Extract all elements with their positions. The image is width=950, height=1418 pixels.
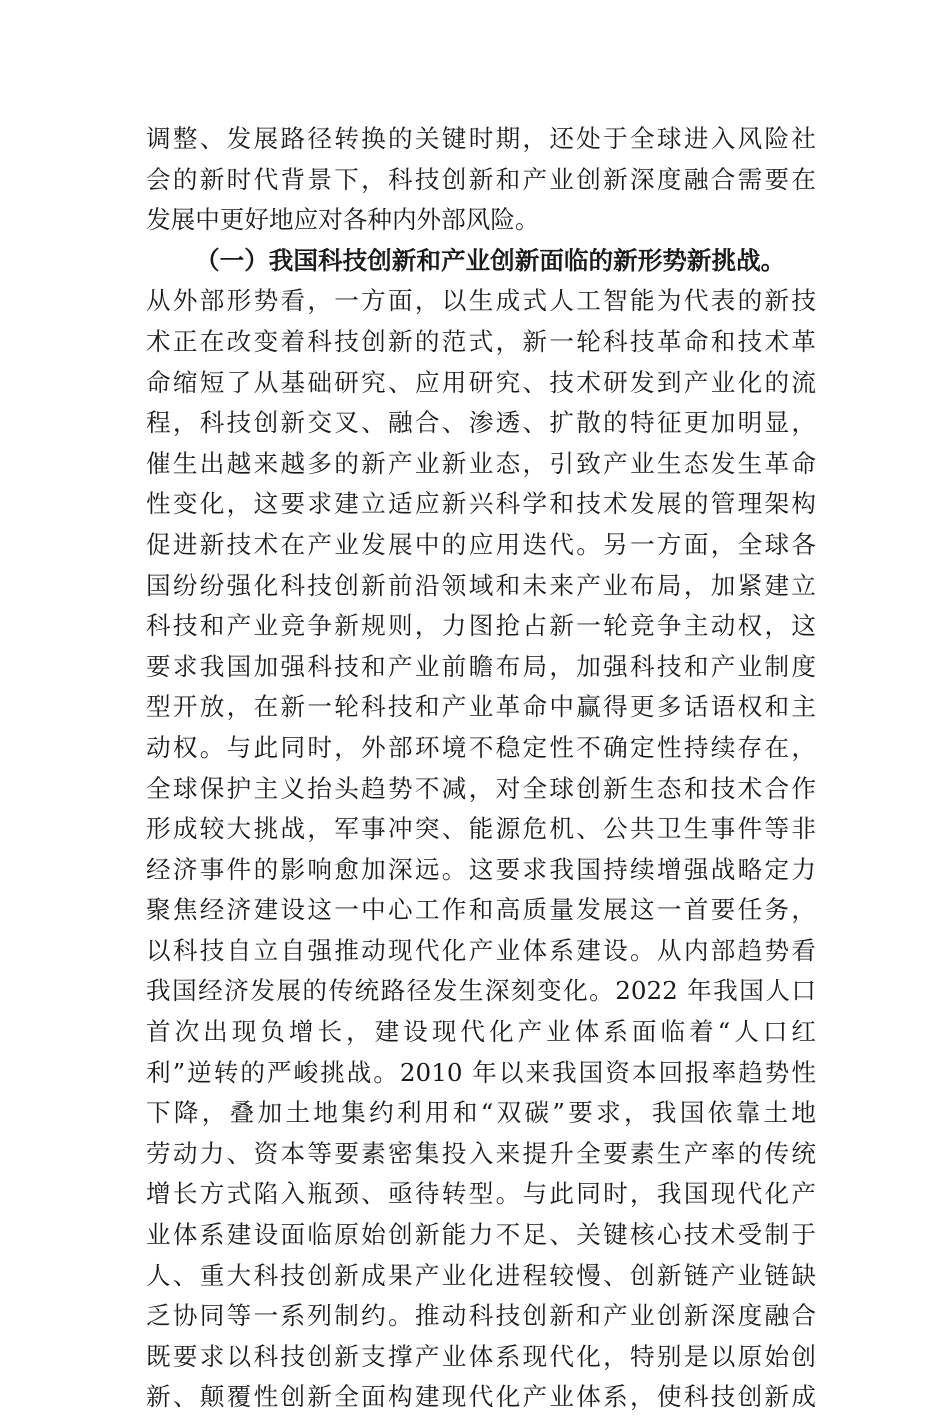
text-line: 首次出现负增长，建设现代化产业体系面临着“人口红 [146,1017,816,1047]
text-line: 经济事件的影响愈加深远。这要求我国持续增强战略定力 [146,854,816,884]
text-line: 会的新时代背景下，科技创新和产业创新深度融合需要在 [146,164,816,194]
text-line: 从外部形势看，一方面，以生成式人工智能为代表的新技 [146,286,816,316]
text-line: 动权。与此同时，外部环境不稳定性不确定性持续存在， [146,732,816,762]
text-line: 下降，叠加土地集约利用和“双碳”要求，我国依靠土地 [146,1098,816,1128]
text-line: 以科技自立自强推动现代化产业体系建设。从内部趋势看 [146,935,816,965]
text-line: 聚焦经济建设这一中心工作和高质量发展这一首要任务， [146,895,816,925]
text-line: 性变化，这要求建立适应新兴科学和技术发展的管理架构 [146,489,816,519]
text-line: 劳动力、资本等要素密集投入来提升全要素生产率的传统 [146,1138,816,1168]
text-line: 既要求以科技创新支撑产业体系现代化，特别是以原始创 [146,1341,816,1371]
text-line: 业体系建设面临原始创新能力不足、关键核心技术受制于 [146,1220,816,1250]
text-line: 乏协同等一系列制约。推动科技创新和产业创新深度融合 [146,1301,816,1331]
text-line: 程，科技创新交叉、融合、渗透、扩散的特征更加明显， [146,408,816,438]
text-line: 利”逆转的严峻挑战。2010 年以来我国资本回报率趋势性 [146,1057,816,1087]
section-heading: （一）我国科技创新和产业创新面临的新形势新挑战。 [195,245,786,275]
text-line: 增长方式陷入瓶颈、亟待转型。与此同时，我国现代化产 [146,1179,816,1209]
text-line: 调整、发展路径转换的关键时期，还处于全球进入风险社 [146,124,816,153]
text-line: 科技和产业竞争新规则，力图抢占新一轮竞争主动权，这 [146,611,816,641]
text-line: 国纷纷强化科技创新前沿领域和未来产业布局，加紧建立 [146,570,816,600]
section-heading-line [146,241,816,282]
text-line: 要求我国加强科技和产业前瞻布局，加强科技和产业制度 [146,651,816,681]
text-line: 命缩短了从基础研究、应用研究、技术研发到产业化的流 [146,367,816,397]
text-line: 促进新技术在产业发展中的应用迭代。另一方面，全球各 [146,529,816,559]
text-line: 形成较大挑战，军事冲突、能源危机、公共卫生事件等非 [146,814,816,844]
text-line: 发展中更好地应对各种内外部风险。 [146,205,540,235]
text-line: 术正在改变着科技创新的范式，新一轮科技革命和技术革 [146,326,816,356]
body-text [146,119,816,1418]
text-line: 全球保护主义抬头趋势不减，对全球创新生态和技术合作 [146,773,816,803]
text-line: 新、颠覆性创新全面构建现代化产业体系，使科技创新成 [146,1382,816,1412]
text-line: 我国经济发展的传统路径发生深刻变化。2022 年我国人口 [146,976,816,1006]
text-line: 人、重大科技创新成果产业化进程较慢、创新链产业链缺 [146,1260,816,1290]
text-line: 型开放，在新一轮科技和产业革命中赢得更多话语权和主 [146,692,816,722]
text-line: 催生出越来越多的新产业新业态，引致产业生态发生革命 [146,448,816,478]
